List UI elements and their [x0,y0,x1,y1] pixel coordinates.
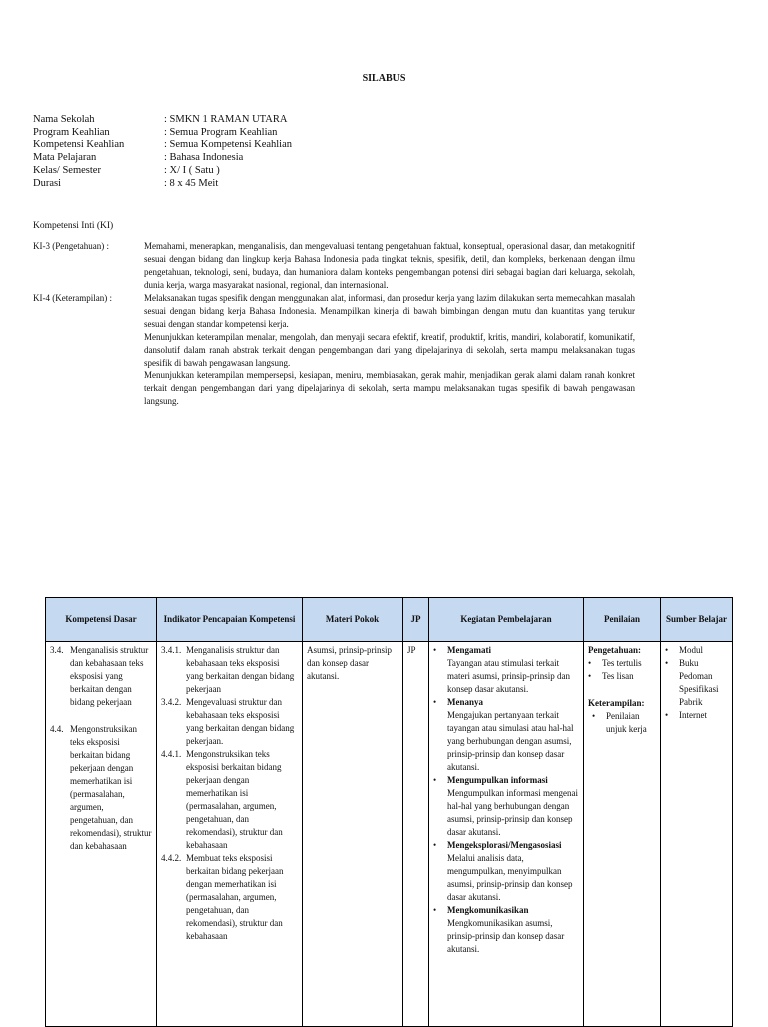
bullet-icon: • [588,671,592,681]
identity-row [33,178,292,191]
identity-row [33,165,292,178]
kegiatan-cell [429,642,584,1027]
indikator-cell [157,642,303,1027]
bullet-icon: • [588,658,592,668]
keterampilan-label: Keterampilan: [588,698,645,708]
indikator-item [161,852,298,943]
sumber-text: Buku Pedoman Spesifikasi Pabrik [679,658,719,707]
ki4-block [33,292,635,408]
kegiatan-title: Mengeksplorasi/Mengasosiasi [447,840,562,850]
indikator-number: 3.4.2. [161,697,182,707]
sumber-item [665,657,728,709]
sumber-cell [661,642,733,1027]
kegiatan-item [433,904,579,956]
kegiatan-text: Mengumpulkan informasi mengenai hal-hal yang berhubungan dengan asumsi, prinsip-prinsip dan konsep dasar akutansi. [447,788,578,837]
header-indikator: Indikator Pencapaian Kompetensi [157,598,303,642]
indikator-number: 4.4.1. [161,749,182,759]
indikator-text: Mengonstruksikan teks eksposisi berkaitan bidang pekerjaan dengan memerhatikan isi (permasalahan, argumen, pengetahuan, dan rekomendasi), struktur dan kebahasaan [186,749,283,850]
kd-text: Menganalisis struktur dan kebahasaan teks eksposisi yang berkaitan dengan bidang pekerjaan [70,645,149,707]
kd-number: 3.4. [50,645,64,655]
ki4-paragraph: Menunjukkan keterampilan menalar, mengolah, dan menyaji secara efektif, kreatif, produktif, kritis, mandiri, kolaboratif, komunikatif, dansolutif dalam ranah abstrak terkait dengan pengembangan dari yang dipelajarinya di sekolah, serta mampu melaksanakan tugas spesifik di bawah pengawasan langsung. [144,331,635,368]
ki-heading: Kompetensi Inti (KI) [33,221,114,231]
kegiatan-title: Mengamati [447,645,491,655]
sumber-item [665,709,728,722]
identity-value: : Semua Kompetensi Keahlian [164,139,293,151]
ki3-label: KI-3 (Pengetahuan) : [33,241,109,251]
school-identity [33,114,292,190]
kd-item [50,723,152,853]
header-sumber-belajar: Sumber Belajar [661,598,733,642]
kegiatan-text: Mengajukan pertanyaan terkait tayangan atau simulasi atau hal-hal yang berhubungan dengan asumsi, prinsip-prinsip dan konsep dasar akutansi. [447,710,574,772]
penilaian-item [588,657,656,670]
kd-item [50,644,152,709]
kegiatan-title: Mengumpulkan informasi [447,775,548,785]
bullet-icon: • [665,658,669,668]
silabus-table [45,597,733,1027]
kegiatan-title: Mengkomunikasikan [447,905,529,915]
kegiatan-text: Mengkomunikasikan asumsi, prinsip-prinsip dan konsep dasar akutansi. [447,918,565,954]
bullet-icon: • [433,840,437,850]
indikator-text: Mengevaluasi struktur dan kebahasaan teks eksposisi yang berkaitan dengan bidang pekerjaan. [186,697,295,746]
ki4-label: KI-4 (Keterampilan) : [33,293,112,303]
table-row [46,642,733,1027]
bullet-icon: • [433,905,437,915]
bullet-icon: • [433,775,437,785]
header-jp: JP [403,598,429,642]
identity-label: Durasi [33,177,61,189]
kegiatan-text: Melalui analisis data, mengumpulkan, menyimpulkan asumsi, prinsip-prinsip dan konsep dasar akutansi. [447,853,573,902]
kd-text: Mengonstruksikan teks eksposisi berkaitan bidang pekerjaan dengan memerhatikan isi (permasalahan, argumen, pengetahuan, dan rekomendasi), struktur dan kebahasaan [70,724,152,851]
header-kompetensi-dasar: Kompetensi Dasar [46,598,157,642]
indikator-item [161,644,298,696]
penilaian-cell [584,642,661,1027]
table-header-row [46,598,733,642]
page-title: SILABUS [362,73,406,84]
bullet-icon: • [665,645,669,655]
header-kegiatan: Kegiatan Pembelajaran [429,598,584,642]
ki4-paragraph: Menunjukkan keterampilan mempersepsi, kesiapan, meniru, membiasakan, gerak mahir, menjadikan gerak alami dalam ranah konkret terkait dengan pengembangan dari yang dipelajarinya di sekolah, serta mampu melaksanakan tugas spesifik di bawah pengawasan langsung. [144,370,635,407]
indikator-number: 4.4.2. [161,853,182,863]
indikator-text: Menganalisis struktur dan kebahasaan teks eksposisi yang berkaitan dengan bidang pekerjaan [186,645,295,694]
ki4-paragraph: Melaksanakan tugas spesifik dengan menggunakan alat, informasi, dan prosedur kerja yang lazim dilakukan serta memecahkan masalah sesuai dengan bidang kerja Bahasa Indonesia. Menampilkan kinerja di bawah bimbingan dengan mutu dan kuantitas yang terukur sesuai dengan standar kompetensi kerja. [144,293,635,329]
kegiatan-item [433,774,579,839]
jp-cell: JP [403,642,429,1027]
kegiatan-text: Tayangan atau stimulasi terkait materi asumsi, prinsip-prinsip dan konsep dasar akutansi. [447,658,570,694]
kegiatan-item [433,839,579,904]
identity-row [33,152,292,165]
kegiatan-item [433,696,579,774]
ki3-block [33,240,635,292]
penilaian-text: Penilaian unjuk kerja [606,711,647,734]
sumber-item [665,644,728,657]
sumber-text: Internet [679,710,707,720]
bullet-icon: • [592,711,596,721]
indikator-item [161,748,298,852]
identity-label: Kelas/ Semester [33,164,101,176]
identity-value: : 8 x 45 Meit [164,177,219,189]
header-penilaian: Penilaian [584,598,661,642]
indikator-item [161,696,298,748]
kegiatan-title: Menanya [447,697,483,707]
bullet-icon: • [433,697,437,707]
identity-value: : SMKN 1 RAMAN UTARA [164,114,288,125]
materi-cell: Asumsi, prinsip-prinsip dan konsep dasar akutansi. [303,642,403,1027]
pengetahuan-label: Pengetahuan: [588,645,642,655]
penilaian-item [588,670,656,683]
bullet-icon: • [433,645,437,655]
penilaian-item [588,710,656,736]
identity-row [33,114,292,127]
penilaian-text: Tes tertulis [602,658,642,668]
indikator-text: Membuat teks eksposisi berkaitan bidang pekerjaan dengan memerhatikan isi (permasalahan, argumen, pengetahuan, dan rekomendasi), struktur dan kebahasaan [186,853,284,941]
identity-value: : X/ I ( Satu ) [164,164,220,176]
sumber-text: Modul [679,645,704,655]
penilaian-text: Tes lisan [602,671,634,681]
kegiatan-item [433,644,579,696]
identity-label: Mata Pelajaran [33,152,97,164]
kd-cell [46,642,157,1027]
ki3-text: Memahami, menerapkan, menganalisis, dan mengevaluasi tentang pengetahuan faktual, konseptual, operasional dasar, dan metakognitif sesuai dengan bidang dan lingkup kerja Bahasa Indonesia pada tingkat teknis, spesifik, detil, dan kompleks, berkenaan dengan ilmu pengetahuan, teknologi, seni, budaya, dan humaniora dalam konteks pengembangan potensi diri sebagai bagian dari keluarga, sekolah, dunia kerja, warga masyarakat nasional, regional, dan internasional. [144,241,635,290]
indikator-number: 3.4.1. [161,645,182,655]
bullet-icon: • [665,710,669,720]
identity-label: Kompetensi Keahlian [33,139,125,151]
identity-label: Program Keahlian [33,126,110,138]
identity-value: : Semua Program Keahlian [164,126,278,138]
header-materi-pokok: Materi Pokok [303,598,403,642]
identity-row [33,139,292,152]
identity-row [33,127,292,140]
identity-label: Nama Sekolah [33,114,95,125]
identity-value: : Bahasa Indonesia [164,152,244,164]
kd-number: 4.4. [50,724,64,734]
